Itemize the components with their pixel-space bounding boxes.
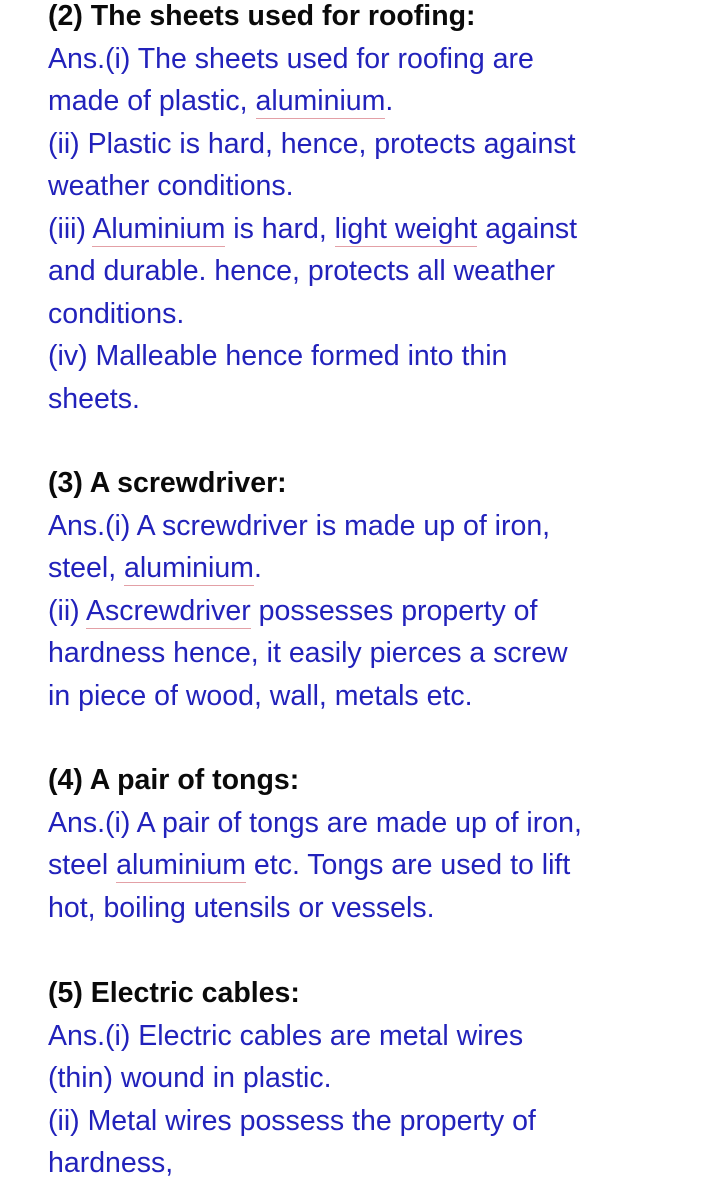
spellcheck-underlined-word[interactable]: aluminium: [116, 849, 247, 881]
text-run: etc. Tongs are used to lift: [246, 849, 571, 881]
answer-line: [48, 1057, 536, 1100]
section-tongs: [48, 759, 582, 929]
text-run: Ans.(i) A pair of tongs are made up of iron,: [48, 806, 582, 839]
text-run: sheets.: [48, 382, 140, 415]
text-run: (iv) Malleable hence formed into thin: [48, 340, 508, 372]
text-run: hot, boiling utensils or vessels.: [48, 891, 435, 924]
answer-line: [48, 1100, 536, 1143]
text-run: and durable. hence, protects all weather: [48, 255, 555, 287]
section-heading: (2) The sheets used for roofing:: [48, 0, 476, 32]
text-run: (iii): [48, 212, 93, 245]
answer-line: [48, 1015, 536, 1058]
text-run: hardness hence, it easily pierces a screw: [48, 637, 568, 669]
section-heading: (3) A screwdriver:: [48, 467, 287, 499]
answer-line: [48, 378, 577, 421]
text-run: hardness,: [48, 1147, 174, 1179]
text-run: made of plastic,: [48, 85, 256, 117]
spellcheck-underlined-word[interactable]: light weight: [334, 212, 478, 245]
text-run: .: [253, 552, 262, 584]
answer-line: [48, 844, 582, 887]
text-run: Ans.(i) The sheets used for roofing are: [48, 42, 534, 75]
text-run: steel,: [48, 552, 125, 584]
section-electric-cables: [48, 972, 536, 1185]
section-screwdriver: [48, 462, 568, 717]
answer-line: [48, 632, 568, 675]
text-run: possesses property of: [250, 594, 538, 627]
answer-line: [48, 38, 577, 81]
answer-line: [48, 208, 577, 251]
text-run: against: [477, 212, 578, 245]
spellcheck-underlined-word[interactable]: aluminium: [124, 552, 254, 584]
text-run: conditions.: [48, 297, 185, 330]
text-run: Ans.(i) A screwdriver is made up of iron,: [48, 509, 551, 542]
section-roofing-sheets: [48, 0, 577, 420]
text-run: (ii): [48, 594, 86, 627]
section-heading: (5) Electric cables:: [48, 977, 300, 1009]
text-run: weather conditions.: [48, 170, 294, 202]
spellcheck-underlined-word[interactable]: aluminium: [255, 85, 386, 117]
text-run: (ii) Plastic is hard, hence, protects against: [48, 127, 576, 160]
answer-line: [48, 505, 568, 548]
section-heading: (4) A pair of tongs:: [48, 764, 300, 796]
answer-line: [48, 590, 568, 633]
answer-line: [48, 123, 577, 166]
spellcheck-underlined-word[interactable]: Ascrewdriver: [86, 594, 251, 627]
answer-line: [48, 335, 577, 378]
text-run: steel: [48, 849, 117, 881]
answer-line: [48, 80, 577, 123]
answer-line: [48, 250, 577, 293]
text-run: Ans.(i) Electric cables are metal wires: [48, 1019, 524, 1052]
answer-line: [48, 675, 568, 718]
answer-line: [48, 293, 577, 336]
answer-line: [48, 1142, 536, 1185]
answer-line: [48, 802, 582, 845]
text-run: is hard,: [225, 212, 335, 245]
answer-line: [48, 165, 577, 208]
text-run: (thin) wound in plastic.: [48, 1062, 332, 1094]
answer-line: [48, 887, 582, 930]
text-run: in piece of wood, wall, metals etc.: [48, 679, 473, 712]
text-run: .: [385, 85, 394, 117]
text-run: (ii) Metal wires possess the property of: [48, 1104, 536, 1137]
answer-line: [48, 547, 568, 590]
spellcheck-underlined-word[interactable]: Aluminium: [92, 212, 226, 245]
